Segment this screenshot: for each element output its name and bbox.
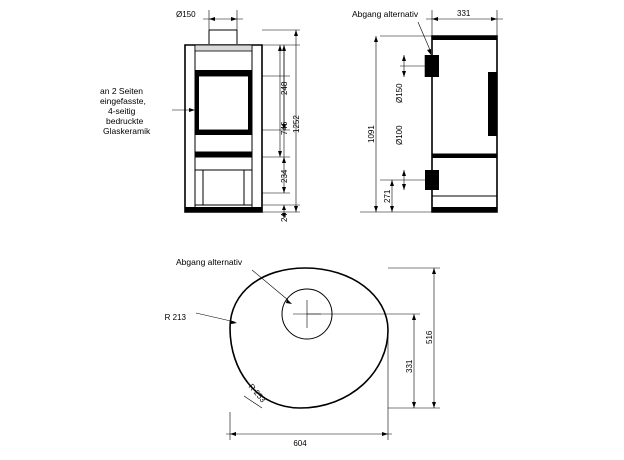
front-dim-746: 746 [280, 121, 289, 135]
top-dim-604: 604 [293, 439, 307, 448]
front-annotation-line3: 4-seitig [108, 106, 136, 116]
side-mid-band [432, 154, 497, 158]
front-dim-746-arrow-top [278, 45, 282, 51]
front-dim-24-arrow-top [282, 205, 286, 210]
front-window-glass [195, 76, 252, 130]
top-radius-253: R 253 [246, 382, 268, 405]
front-annotation-line5: Glaskeramik [103, 126, 151, 136]
top-annotation-arrow [286, 299, 292, 304]
front-dim-234-arrow-top [282, 157, 286, 163]
top-dim-604-arrow-right [382, 432, 388, 436]
side-dim-1091: 1091 [367, 125, 376, 143]
top-view [165, 257, 440, 448]
front-dim-234-arrow-bottom [282, 187, 286, 193]
front-annotation-line2: eingefasste, [100, 96, 146, 106]
top-dim-331: 331 [405, 359, 414, 373]
top-dim-604-arrow-left [230, 432, 236, 436]
top-annotation-label: Abgang alternativ [176, 257, 243, 267]
side-annotation-arrow [427, 49, 431, 55]
front-upper-band-top [195, 70, 252, 76]
front-annotation-line4: bedruckte [106, 116, 144, 126]
front-view [100, 10, 301, 222]
front-upper-band-bottom [195, 130, 252, 135]
front-glass-edge-left [195, 76, 199, 130]
side-dim-150-arrow-top [402, 55, 406, 61]
front-annotation-line1: an 2 Seiten [100, 86, 144, 96]
front-glass-edge-right [248, 76, 252, 130]
top-r213-leader [196, 313, 235, 322]
side-dim-150: Ø150 [395, 83, 404, 103]
side-dim-271-arrow-bottom [390, 206, 394, 212]
side-dim-1091-arrow-top [374, 36, 378, 42]
front-dim-1252: 1252 [292, 115, 301, 133]
side-dim-271: 271 [383, 189, 392, 203]
top-radius-213: R 213 [164, 313, 186, 322]
front-dim-1252-arrow-top [294, 30, 298, 36]
top-dim-331-arrow-top [412, 314, 416, 320]
side-dim-100: Ø100 [395, 125, 404, 145]
side-top-band [432, 36, 497, 40]
front-foot-band [185, 207, 262, 212]
front-dim-1252-arrow-bottom [294, 206, 298, 212]
front-dim-diam150: Ø150 [176, 10, 196, 19]
side-lower-rear-outlet [425, 170, 439, 190]
side-dim-100-arrow-bottom [402, 184, 406, 190]
side-dim-271-arrow-top [390, 180, 394, 186]
front-mid-band [195, 152, 252, 157]
side-foot-band [432, 207, 497, 212]
top-dim-516: 516 [425, 330, 434, 344]
side-annotation-label: Abgang alternativ [352, 9, 419, 19]
front-dim-24: 24 [280, 213, 289, 222]
side-dim-331: 331 [457, 9, 471, 18]
side-body-outline [432, 36, 497, 212]
side-dim-150-arrow-bottom [402, 71, 406, 77]
front-annotation-arrow [189, 108, 195, 112]
top-dim-516-arrow-bottom [432, 402, 436, 408]
side-dim-1091-arrow-bottom [374, 206, 378, 212]
top-dim-516-arrow-top [432, 268, 436, 274]
side-dim-331-arrow-left [432, 17, 438, 21]
front-top-arrow-right [231, 17, 237, 21]
front-top-arrow-left [209, 17, 215, 21]
side-dim-100-arrow-top [402, 170, 406, 176]
side-view [352, 9, 503, 212]
front-dim-234: 234 [280, 169, 289, 183]
front-lower-drawer [195, 157, 252, 170]
top-dim-331-arrow-bottom [412, 402, 416, 408]
top-r213-arrow [230, 320, 237, 324]
front-top-plate [195, 45, 252, 51]
front-dim-746-arrow-bottom [278, 151, 282, 157]
front-dim-248: 248 [280, 81, 289, 95]
side-front-glass-strip [488, 72, 497, 136]
side-dim-331-arrow-right [491, 17, 497, 21]
